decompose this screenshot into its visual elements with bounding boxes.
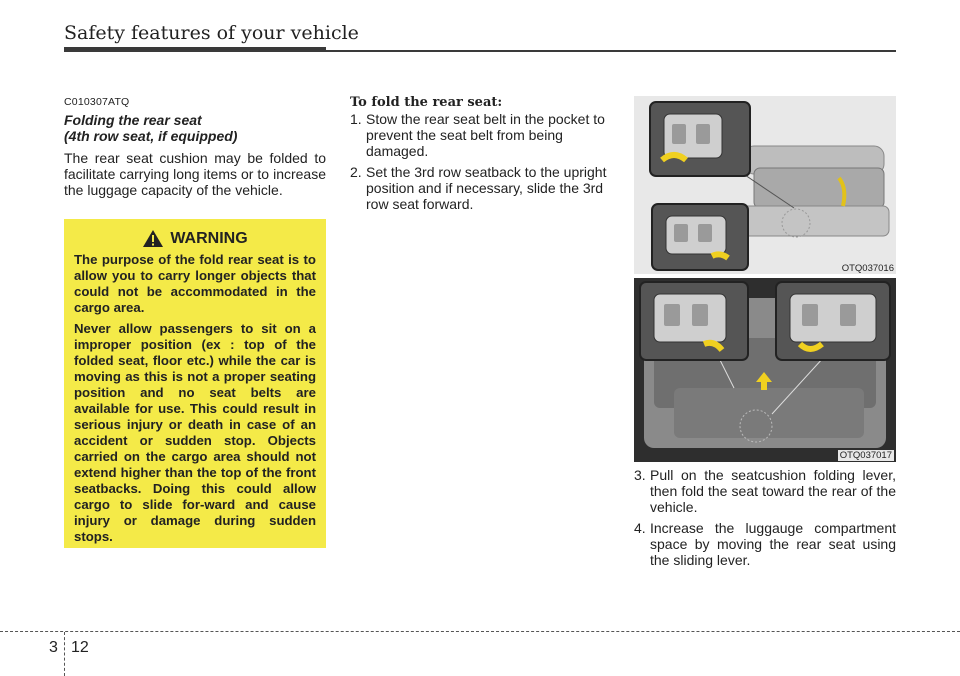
page-section-number: 3: [49, 639, 58, 656]
step-number: 3.: [634, 467, 646, 483]
header-title: Safety features of your vehicle: [64, 22, 359, 44]
right-column-steps: [634, 467, 896, 572]
step-text: Increase the luggauge compartment space by moving the rear seat using the sliding lever.: [650, 519, 896, 569]
step-text: Set the 3rd row seatback to the upright position and if necessary, slide the 3rd row seat forward.: [366, 163, 607, 213]
header-rule-thin: [326, 50, 896, 52]
step-item: [350, 164, 612, 213]
figure-cargo-area-levers: [634, 278, 896, 462]
step-text: Pull on the seatcushion folding lever, then fold the seat toward the rear of the vehicle.: [650, 467, 896, 516]
figure-caption: OTQ037016: [841, 263, 894, 274]
warning-paragraph-2: Never allow passengers to sit on a improper position (ex : top of the folded seat, floor etc.) while the car is moving as this is not a proper seating position and no seat belts are available for use. This could result in serious injury or death in case of an accident or sudden stop. Objects carried on the cargo area should not extend higher than the top of the front seatbacks. Doing this could allow cargo to slide for-ward and cause injury or damage during sudden stops.: [74, 321, 316, 544]
step-number: 4.: [634, 519, 646, 536]
fold-subheading: To fold the rear seat:: [350, 95, 503, 110]
step-item: [634, 520, 896, 569]
figure-rear-seat-levers: [634, 96, 896, 274]
step-item: [634, 467, 896, 516]
warning-header: [74, 229, 316, 248]
middle-column: [350, 95, 612, 216]
warning-paragraph-1: The purpose of the fold rear seat is to allow you to carry longer objects that could not be accommodated in the cargo area.: [74, 252, 316, 315]
left-column: [64, 96, 326, 199]
footer-vertical-divider: [64, 632, 65, 676]
warning-box: [64, 219, 326, 548]
figure-caption: OTQ037017: [839, 450, 892, 461]
section-body: The rear seat cushion may be folded to facilitate carrying long items or to increase the luggage capacity of the vehicle.: [64, 150, 326, 199]
section-title-line2: (4th row seat, if equipped): [64, 128, 238, 144]
step-item: [350, 111, 612, 160]
footer-divider: [0, 631, 960, 632]
warning-triangle-icon: [142, 229, 164, 248]
seat-illustration-image: [634, 96, 896, 274]
page-number: 12: [71, 639, 89, 656]
cargo-illustration-image: [634, 278, 896, 462]
header-rule-thick: [64, 47, 326, 52]
warning-title: WARNING: [170, 229, 248, 247]
step-number: 2.: [350, 163, 362, 180]
section-code: C010307ATQ: [64, 96, 130, 108]
step-number: 1.: [350, 111, 362, 127]
section-title-line1: Folding the rear seat: [64, 112, 202, 128]
step-text: Stow the rear seat belt in the pocket to prevent the seat belt from being damaged.: [366, 111, 605, 160]
